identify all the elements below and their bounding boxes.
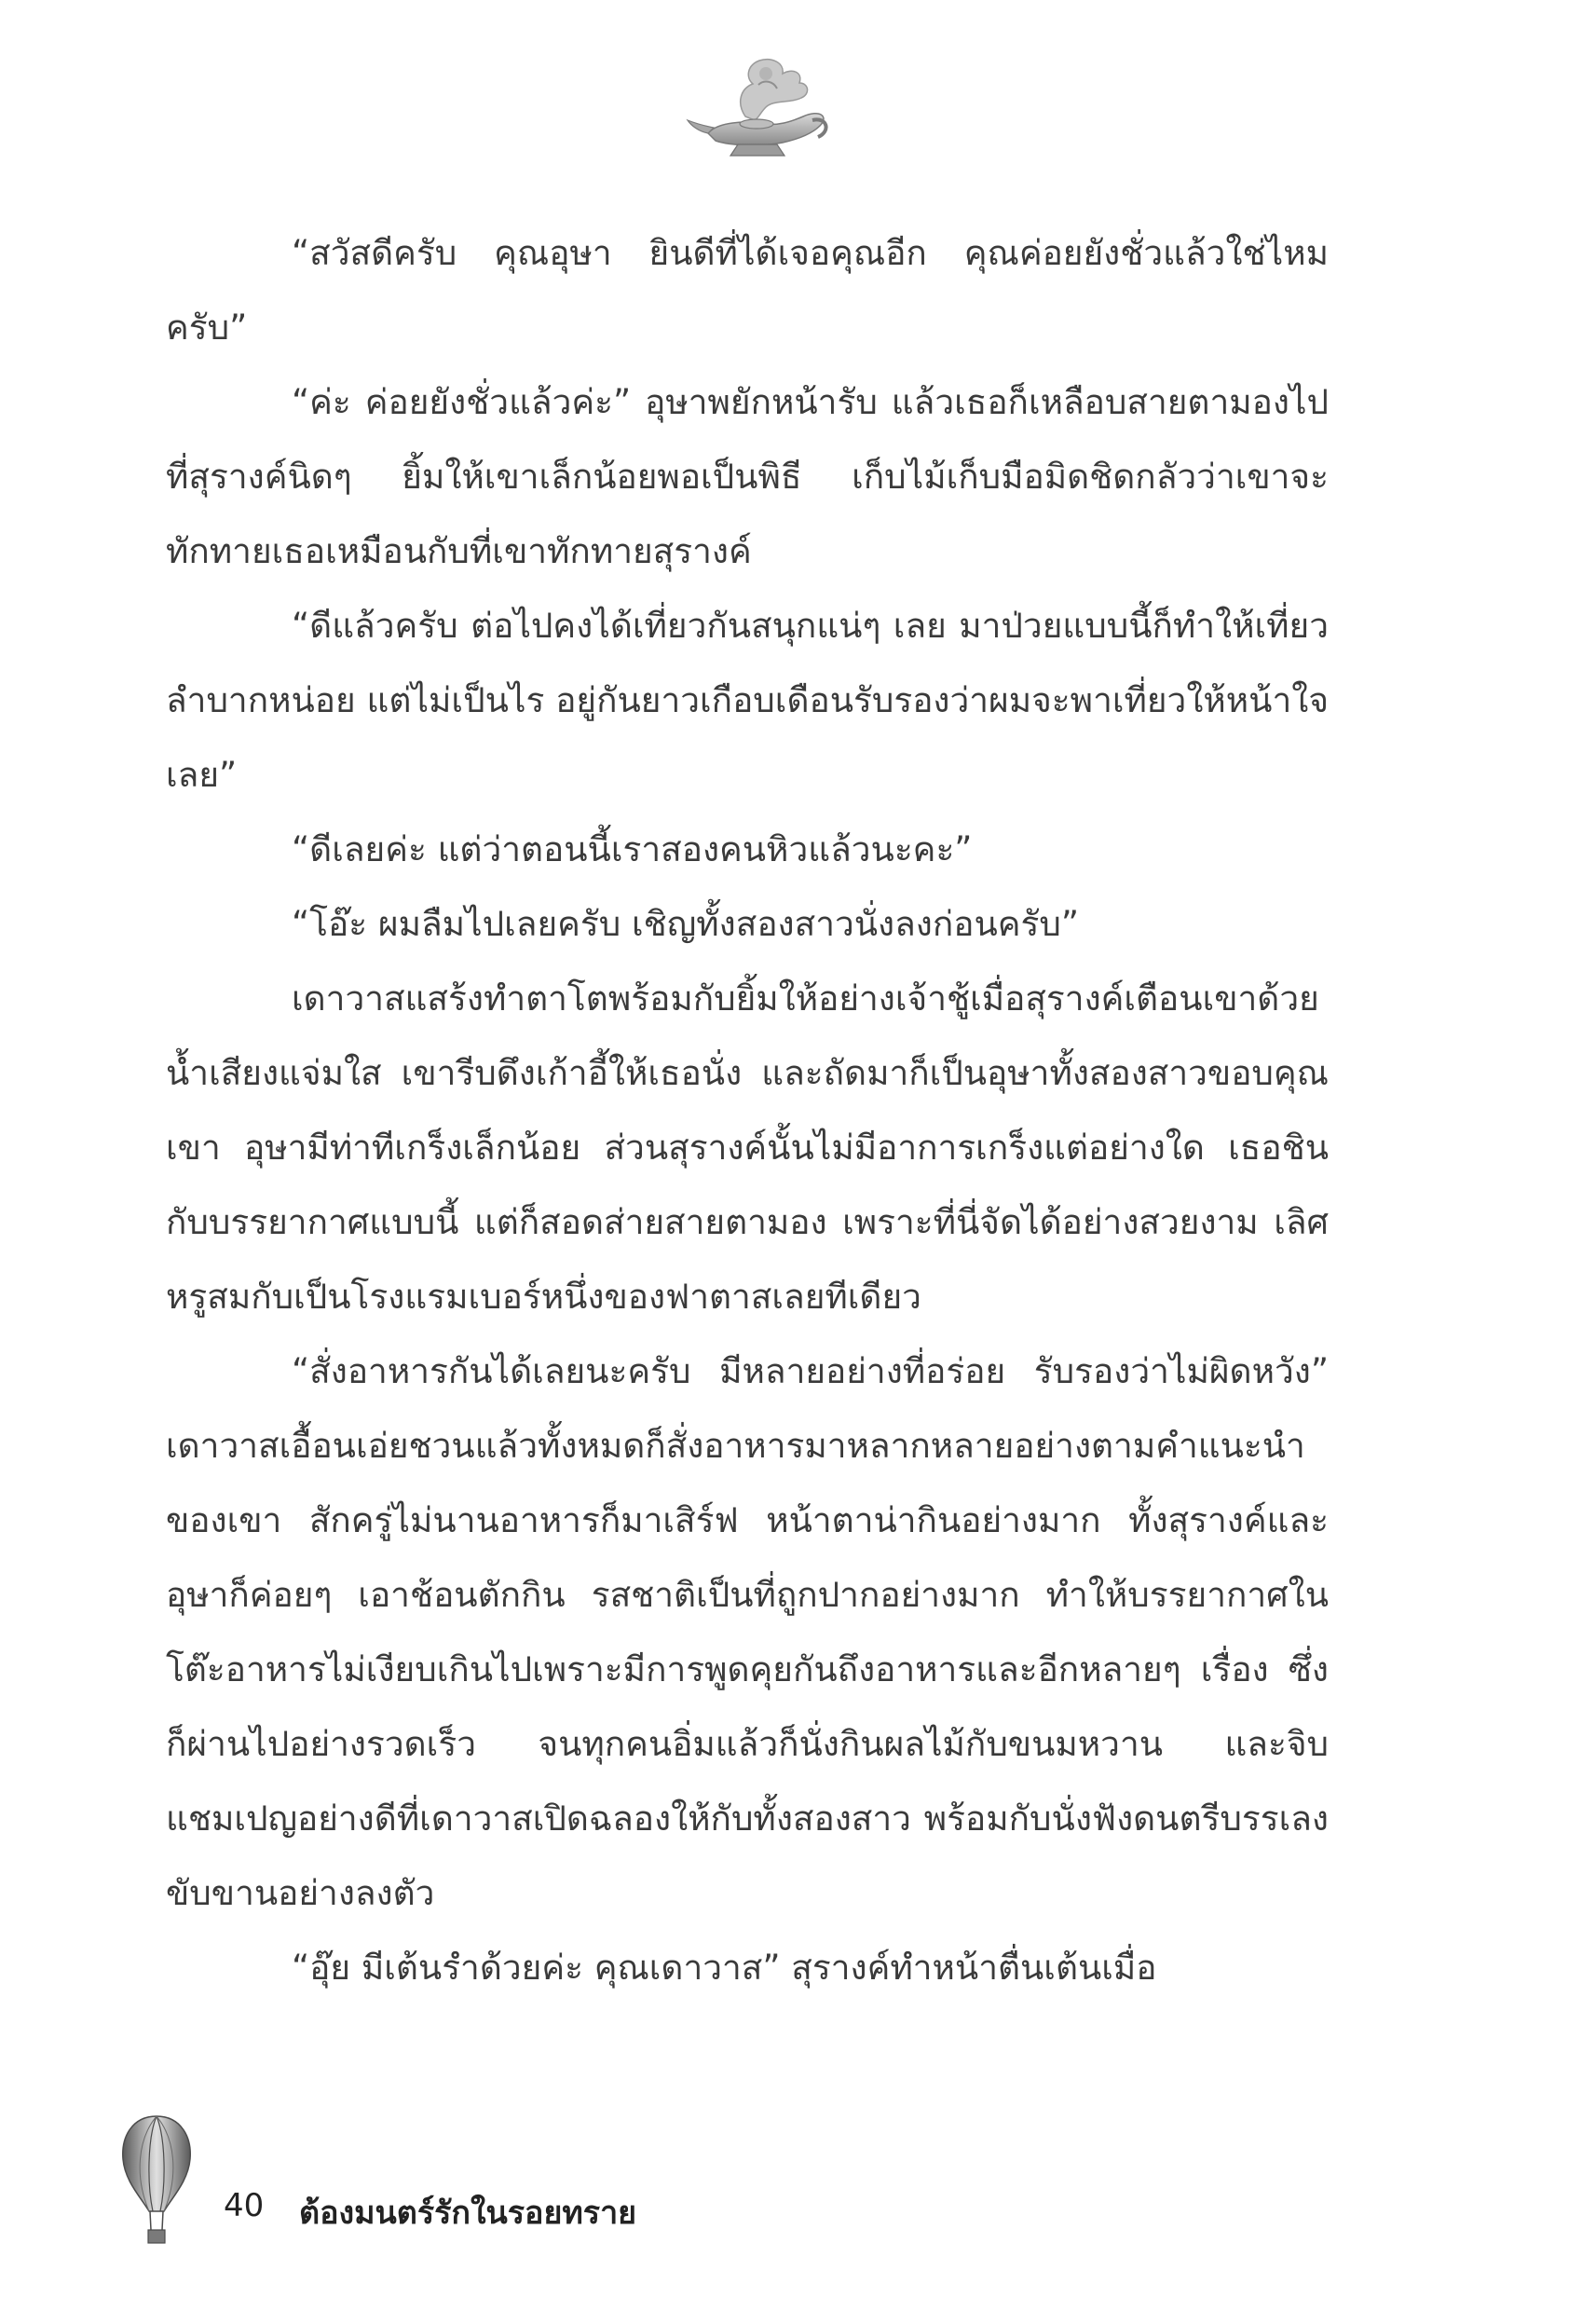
paragraph: “โอ๊ะ ผมลืมไปเลยครับ เชิญทั้งสองสาวนั่งลงก่อนครับ” — [292, 904, 1080, 944]
hot-air-balloon-icon — [119, 2111, 194, 2260]
page-number: 40 — [224, 2187, 265, 2224]
story-text — [166, 216, 1329, 2005]
paragraph: “ค่ะ ค่อยยังชั่วแล้วค่ะ” อุษาพยักหน้ารับ แล้วเธอก็เหลือบสายตามองไปที่สุรางค์นิดๆ ยิ้มให้เขาเล็กน้อยพอเป็นพิธี เก็บไม้เก็บมือมิดชิดกลัวว่าเขาจะทักทายเธอเหมือนกับที่เขาทักทายสุรางค์ — [166, 382, 1329, 571]
book-title: ต้องมนตร์รักในรอยทราย — [299, 2195, 637, 2232]
paragraph: “อุ๊ย มีเต้นรำด้วยค่ะ คุณเดาวาส” สุรางค์ทำหน้าตื่นเต้นเมื่อ — [292, 1948, 1157, 1988]
paragraph: “ดีแล้วครับ ต่อไปคงได้เที่ยวกันสนุกแน่ๆ เลย มาป่วยแบบนี้ก็ทำให้เที่ยวลำบากหน่อย แต่ไม่เป็นไร อยู่กันยาวเกือบเดือนรับรองว่าผมจะพาเที่ยวให้หน้าใจเลย” — [166, 606, 1329, 795]
genie-lamp-icon — [680, 51, 839, 163]
page-footer — [119, 2111, 771, 2260]
paragraph: “ดีเลยค่ะ แต่ว่าตอนนี้เราสองคนหิวแล้วนะคะ” — [292, 829, 973, 869]
paragraph: เดาวาสแสร้งทำตาโตพร้อมกับยิ้มให้อย่างเจ้าชู้เมื่อสุรางค์เตือนเขาด้วยน้ำเสียงแจ่มใส เขารีบดึงเก้าอี้ให้เธอนั่ง และถัดมาก็เป็นอุษาทั้งสองสาวขอบคุณเขา อุษามีท่าทีเกร็งเล็กน้อย ส่วนสุรางค์นั้นไม่มีอาการเกร็งแต่อย่างใด เธอชินกับบรรยากาศแบบนี้ แต่ก็สอดส่ายสายตามอง เพราะที่นี่จัดได้อย่างสวยงาม เลิศหรูสมกับเป็นโรงแรมเบอร์หนึ่งของฟาตาสเลยทีเดียว — [166, 978, 1329, 1317]
paragraph: “สวัสดีครับ คุณอุษา ยินดีที่ได้เจอคุณอีก คุณค่อยยังชั่วแล้วใช่ไหมครับ” — [166, 233, 1329, 348]
paragraph: “สั่งอาหารกันได้เลยนะครับ มีหลายอย่างที่อร่อย รับรองว่าไม่ผิดหวัง” เดาวาสเอื้อนเอ่ยชวนแล้วทั้งหมดก็สั่งอาหารมาหลากหลายอย่างตามคำแนะนำของเขา สักครู่ไม่นานอาหารก็มาเสิร์ฟ หน้าตาน่ากินอย่างมาก ทั้งสุรางค์และอุษาก็ค่อยๆ เอาช้อนตักกิน รสชาติเป็นที่ถูกปากอย่างมาก ทำให้บรรยากาศในโต๊ะอาหารไม่เงียบเกินไปเพราะมีการพูดคุยกันถึงอาหารและอีกหลายๆ เรื่อง ซึ่งก็ผ่านไปอย่างรวดเร็ว จนทุกคนอิ่มแล้วก็นั่งกินผลไม้กับขนมหวาน และจิบแชมเปญอย่างดีที่เดาวาสเปิดฉลองให้กับทั้งสองสาว พร้อมกับนั่งฟังดนตรีบรรเลงขับขานอย่างลงตัว — [166, 1351, 1329, 1913]
